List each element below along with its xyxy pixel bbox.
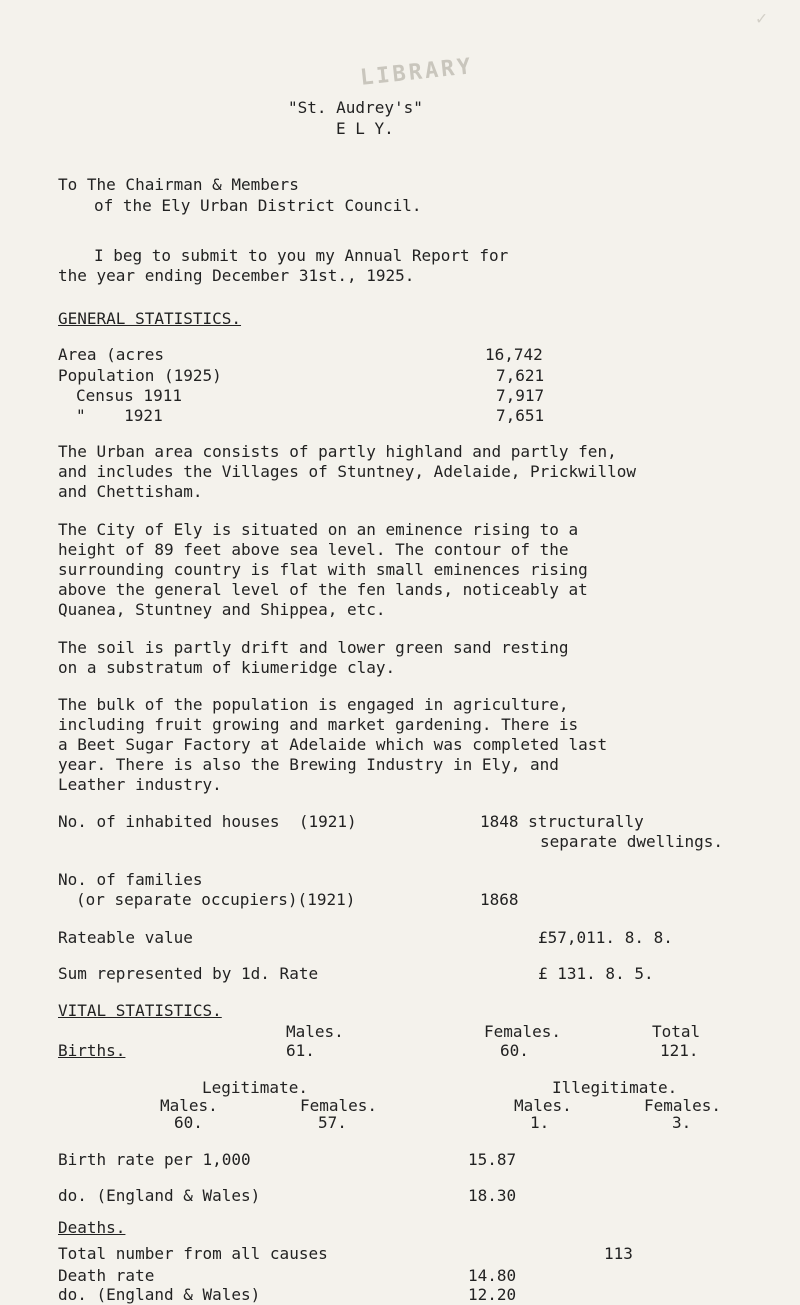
address-line-1: "St. Audrey's": [288, 98, 423, 117]
population-label: Population (1925): [58, 366, 222, 385]
birth-rate-value: 15.87: [468, 1150, 517, 1169]
para4-line4: year. There is also the Brewing Industry in Ely, and: [58, 755, 559, 774]
births-males-value: 61.: [286, 1041, 315, 1060]
library-stamp: LIBRARY: [359, 54, 475, 91]
illegit-females-header: Females.: [644, 1096, 722, 1115]
legit-males-value: 60.: [174, 1113, 203, 1132]
area-label: Area (acres: [58, 345, 164, 364]
rateable-value-label: Rateable value: [58, 928, 193, 947]
census-1921-value: 7,651: [496, 406, 545, 425]
births-males-header: Males.: [286, 1022, 344, 1041]
para2-line3: surrounding country is flat with small eminences rising: [58, 560, 588, 579]
census-1911-label: Census 1911: [76, 386, 182, 405]
death-rate-label: Death rate: [58, 1266, 155, 1285]
para2-line5: Quanea, Stuntney and Shippea, etc.: [58, 600, 386, 619]
legit-females-header: Females.: [300, 1096, 378, 1115]
general-statistics-heading: GENERAL STATISTICS.: [58, 309, 242, 328]
corner-mark: ✓: [756, 8, 767, 29]
penny-rate-value: £ 131. 8. 5.: [538, 964, 654, 983]
births-label: Births.: [58, 1041, 126, 1060]
intro-line-1: I beg to submit to you my Annual Report for: [94, 246, 509, 265]
para1-line1: The Urban area consists of partly highland and partly fen,: [58, 442, 617, 461]
para4-line5: Leather industry.: [58, 775, 222, 794]
deaths-total-label: Total number from all causes: [58, 1244, 328, 1263]
salutation-line-1: To The Chairman & Members: [58, 175, 299, 194]
census-1911-value: 7,917: [496, 386, 545, 405]
population-value: 7,621: [496, 366, 545, 385]
para4-line2: including fruit growing and market gardening. There is: [58, 715, 579, 734]
area-value: 16,742: [485, 345, 543, 364]
salutation-line-2: of the Ely Urban District Council.: [94, 196, 422, 215]
para1-line2: and includes the Villages of Stuntney, Adelaide, Prickwillow: [58, 462, 636, 481]
families-label-line2: (or separate occupiers)(1921): [76, 890, 356, 909]
birth-rate-label: Birth rate per 1,000: [58, 1150, 251, 1169]
legit-females-value: 57.: [318, 1113, 347, 1132]
houses-label: No. of inhabited houses (1921): [58, 812, 357, 831]
illegit-males-value: 1.: [530, 1113, 550, 1132]
rateable-value: £57,011. 8. 8.: [538, 928, 673, 947]
para2-line4: above the general level of the fen lands, noticeably at: [58, 580, 588, 599]
para2-line1: The City of Ely is situated on an eminence rising to a: [58, 520, 579, 539]
births-females-header: Females.: [484, 1022, 562, 1041]
para2-line2: height of 89 feet above sea level. The contour of the: [58, 540, 569, 559]
illegit-males-header: Males.: [514, 1096, 572, 1115]
vital-statistics-heading: VITAL STATISTICS.: [58, 1001, 222, 1020]
legit-males-header: Males.: [160, 1096, 218, 1115]
deaths-total-value: 113: [604, 1244, 633, 1263]
address-line-2: E L Y.: [336, 119, 394, 138]
births-females-value: 60.: [500, 1041, 529, 1060]
illegitimate-header: Illegitimate.: [552, 1078, 678, 1097]
intro-line-2: the year ending December 31st., 1925.: [58, 266, 415, 285]
census-1921-label: " 1921: [76, 406, 163, 425]
families-value: 1868: [480, 890, 519, 909]
illegit-females-value: 3.: [672, 1113, 692, 1132]
para4-line3: a Beet Sugar Factory at Adelaide which was completed last: [58, 735, 608, 754]
houses-value-line1: 1848 structurally: [480, 812, 644, 831]
para3-line2: on a substratum of kiumeridge clay.: [58, 658, 396, 677]
death-rate-ew-label: do. (England & Wales): [58, 1285, 261, 1304]
births-total-header: Total: [652, 1022, 701, 1041]
death-rate-ew-value: 12.20: [468, 1285, 517, 1304]
para1-line3: and Chettisham.: [58, 482, 203, 501]
families-label-line1: No. of families: [58, 870, 203, 889]
legitimate-header: Legitimate.: [202, 1078, 308, 1097]
deaths-heading: Deaths.: [58, 1218, 126, 1237]
birth-rate-ew-value: 18.30: [468, 1186, 517, 1205]
para3-line1: The soil is partly drift and lower green sand resting: [58, 638, 569, 657]
birth-rate-ew-label: do. (England & Wales): [58, 1186, 261, 1205]
houses-value-line2: separate dwellings.: [540, 832, 724, 851]
death-rate-value: 14.80: [468, 1266, 517, 1285]
births-total-value: 121.: [660, 1041, 699, 1060]
para4-line1: The bulk of the population is engaged in agriculture,: [58, 695, 569, 714]
penny-rate-label: Sum represented by 1d. Rate: [58, 964, 319, 983]
